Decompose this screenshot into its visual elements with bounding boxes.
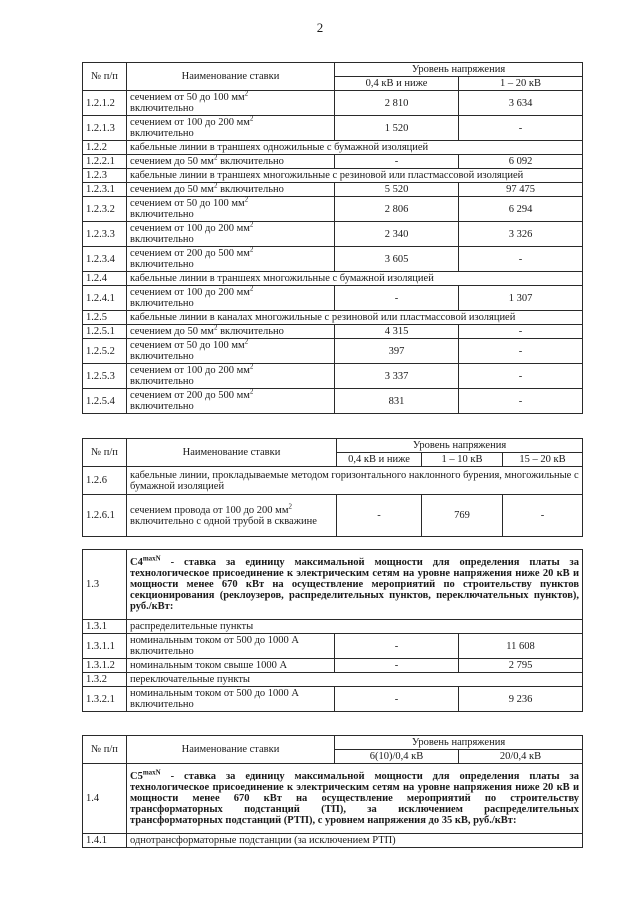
table-row: [83, 286, 583, 311]
row-name: [127, 286, 335, 311]
row-number: 1.2.2.1: [83, 155, 127, 169]
row-name-part: сечением от 200 до 500 мм: [130, 390, 250, 401]
rate-symbol: C4: [130, 557, 143, 568]
row-name-part: включительно: [130, 234, 194, 245]
value-cell: -: [459, 325, 583, 339]
row-name: [127, 91, 335, 116]
header-level: Уровень напряжения: [335, 736, 583, 750]
row-number: 1.3.2: [83, 673, 127, 687]
row-name-part: сечением до 50 мм: [130, 156, 214, 167]
value-cell: 2 810: [335, 91, 459, 116]
row-number: 1.3: [83, 550, 127, 620]
row-name: [127, 222, 335, 247]
row-name: [127, 364, 335, 389]
table-row: [83, 325, 583, 339]
row-name: кабельные линии в траншеях многожильные с бумажной изоляцией: [127, 272, 583, 286]
row-name: номинальным током от 500 до 1000 А включительно: [127, 687, 335, 712]
value-cell: 4 315: [335, 325, 459, 339]
row-name-part: сечением от 100 до 200 мм: [130, 365, 250, 376]
header-sub-2: 20/0,4 кВ: [459, 750, 583, 764]
table-row: [83, 155, 583, 169]
rates-table-3: [82, 549, 583, 712]
row-name-part: включительно: [130, 209, 194, 220]
value-cell: 2 806: [335, 197, 459, 222]
row-name: [127, 339, 335, 364]
value-cell: 5 520: [335, 183, 459, 197]
row-name: номинальным током от 500 до 1000 А включительно: [127, 634, 335, 659]
superscript: 2: [288, 502, 292, 510]
table-row: [83, 687, 583, 712]
superscript: 2: [249, 114, 254, 123]
row-number: 1.2.6: [83, 467, 127, 495]
superscript: 2: [249, 284, 254, 293]
row-number: 1.2.4.1: [83, 286, 127, 311]
value-cell: -: [335, 659, 459, 673]
row-number: 1.2.3.4: [83, 247, 127, 272]
row-number: 1.3.1: [83, 620, 127, 634]
table-row: [83, 389, 583, 414]
value-cell: 1 307: [459, 286, 583, 311]
table-row: [83, 634, 583, 659]
value-cell: -: [459, 247, 583, 272]
superscript: maxN: [142, 554, 161, 563]
value-cell: 3 337: [335, 364, 459, 389]
value-cell: 831: [335, 389, 459, 414]
value-cell: 769: [422, 495, 503, 537]
row-number: 1.2.5.2: [83, 339, 127, 364]
header-sub-1: 0,4 кВ и ниже: [335, 77, 459, 91]
table-row: [83, 620, 583, 634]
row-name-part: включительно: [130, 401, 194, 412]
rates-table-1: [82, 62, 583, 414]
table3-body: [83, 620, 583, 712]
header-num: № п/п: [83, 736, 127, 764]
row-number: 1.2.3.2: [83, 197, 127, 222]
row-name-part: включительно: [130, 298, 194, 309]
value-cell: 3 605: [335, 247, 459, 272]
rate-c5-title: [127, 764, 583, 834]
row-name: кабельные линии в каналах многожильные с резиновой или пластмассовой изоляцией: [127, 311, 583, 325]
value-cell: 3 326: [459, 222, 583, 247]
header-name: Наименование ставки: [127, 439, 337, 467]
header-level: Уровень напряжения: [335, 63, 583, 77]
table-row: [83, 311, 583, 325]
row-name-part: сечением от 100 до 200 мм: [130, 117, 250, 128]
superscript: 2: [244, 195, 249, 204]
row-name-part: сечением провода от 100 до 200 мм: [130, 504, 289, 516]
table-row: [83, 183, 583, 197]
row-number: 1.4: [83, 764, 127, 834]
row-name-part: сечением до 50 мм: [130, 184, 214, 195]
superscript: 2: [244, 89, 249, 98]
rates-table-4: [82, 735, 583, 848]
row-name: кабельные линии в траншеях одножильные с бумажной изоляцией: [127, 141, 583, 155]
table-row: [83, 364, 583, 389]
row-name-part: сечением от 50 до 100 мм: [130, 92, 245, 103]
row-name: [127, 116, 335, 141]
header-level: Уровень напряжения: [337, 439, 583, 453]
row-number: 1.3.1.2: [83, 659, 127, 673]
row-name: [127, 155, 335, 169]
rate-description: - ставка за единицу максимальной мощности для определения платы за технологическое присоединение к электрическим сетям на уровне напряжения ниже 20 кВ и мощности менее 670 кВт на осуществление мероприятий по строительству трансформаторных подстанций (ТП), за исключением распределительных трансформаторных подстанций (РТП), с уровнем напряжения до 35 кВ, руб./кВт:: [130, 771, 580, 826]
page-number: 2: [316, 20, 324, 35]
row-name-part: сечением от 100 до 200 мм: [130, 223, 250, 234]
value-cell: 1 520: [335, 116, 459, 141]
row-number: 1.2.5.1: [83, 325, 127, 339]
row-name-part: сечением от 100 до 200 мм: [130, 287, 250, 298]
row-name: распределительные пункты: [127, 620, 583, 634]
row-name: однотрансформаторные подстанции (за исключением РТП): [127, 834, 583, 848]
value-cell: -: [459, 389, 583, 414]
row-number: 1.2.3.1: [83, 183, 127, 197]
value-cell: -: [503, 495, 583, 537]
row-number: 1.2.3.3: [83, 222, 127, 247]
row-number: 1.2.3: [83, 169, 127, 183]
row-name-part: включительно: [217, 156, 284, 167]
table-row: [83, 197, 583, 222]
row-name: кабельные линии, прокладываемые методом горизонтального наклонного бурения, многожильные с бумажной изоляцией: [127, 467, 583, 495]
table1-body: [83, 91, 583, 414]
value-cell: 11 608: [459, 634, 583, 659]
row-name: переключательные пункты: [127, 673, 583, 687]
rate-symbol: C5: [130, 771, 143, 782]
table-row: [83, 141, 583, 155]
row-name-part: включительно: [130, 376, 194, 387]
value-cell: 2 795: [459, 659, 583, 673]
superscript: 2: [249, 387, 254, 396]
row-name: кабельные линии в траншеях многожильные с резиновой или пластмассовой изоляцией: [127, 169, 583, 183]
header-sub-3: 15 – 20 кВ: [503, 453, 583, 467]
row-name-part: включительно: [130, 259, 194, 270]
row-number: 1.2.5: [83, 311, 127, 325]
table-row: [83, 272, 583, 286]
value-cell: 6 092: [459, 155, 583, 169]
row-name-part: включительно: [217, 184, 284, 195]
value-cell: 9 236: [459, 687, 583, 712]
table-row: [83, 339, 583, 364]
value-cell: -: [335, 286, 459, 311]
superscript: 2: [213, 323, 218, 332]
row-name-part: включительно с одной трубой в скважине: [130, 515, 317, 527]
row-name: [127, 389, 335, 414]
superscript: 2: [249, 220, 254, 229]
value-cell: 3 634: [459, 91, 583, 116]
header-num: № п/п: [83, 439, 127, 467]
row-number: 1.2.5.4: [83, 389, 127, 414]
value-cell: -: [337, 495, 422, 537]
value-cell: -: [335, 687, 459, 712]
header-name: Наименование ставки: [127, 736, 335, 764]
row-name: [127, 183, 335, 197]
rate-c4-title: [127, 550, 583, 620]
value-cell: -: [459, 339, 583, 364]
table-row: [83, 247, 583, 272]
row-name-part: сечением от 50 до 100 мм: [130, 198, 245, 209]
row-name: номинальным током свыше 1000 А: [127, 659, 335, 673]
table-row: [83, 222, 583, 247]
value-cell: -: [459, 116, 583, 141]
row-name: [127, 325, 335, 339]
row-name-part: включительно: [130, 103, 194, 114]
header-sub-2: 1 – 20 кВ: [459, 77, 583, 91]
row-name-part: сечением до 50 мм: [130, 326, 214, 337]
row-name: [127, 247, 335, 272]
row-name-part: сечением от 200 до 500 мм: [130, 248, 250, 259]
header-sub-1: 6(10)/0,4 кВ: [335, 750, 459, 764]
value-cell: -: [335, 155, 459, 169]
row-name: [127, 495, 337, 537]
row-number: 1.2.1.3: [83, 116, 127, 141]
table-row: [83, 659, 583, 673]
row-number: 1.2.5.3: [83, 364, 127, 389]
header-sub-2: 1 – 10 кВ: [422, 453, 503, 467]
row-name: [127, 197, 335, 222]
row-name-part: сечением от 50 до 100 мм: [130, 340, 245, 351]
row-number: 1.2.4: [83, 272, 127, 286]
row-name-part: включительно: [130, 128, 194, 139]
table-row: [83, 169, 583, 183]
table-row: [83, 91, 583, 116]
row-number: 1.4.1: [83, 834, 127, 848]
row-number: 1.2.2: [83, 141, 127, 155]
header-num: № п/п: [83, 63, 127, 91]
superscript: 2: [244, 337, 249, 346]
table-row: [83, 116, 583, 141]
row-number: 1.2.6.1: [83, 495, 127, 537]
value-cell: 97 475: [459, 183, 583, 197]
header-sub-1: 0,4 кВ и ниже: [337, 453, 422, 467]
value-cell: 6 294: [459, 197, 583, 222]
superscript: maxN: [142, 768, 161, 777]
superscript: 2: [249, 362, 254, 371]
superscript: 2: [249, 245, 254, 254]
row-number: 1.3.1.1: [83, 634, 127, 659]
row-number: 1.3.2.1: [83, 687, 127, 712]
row-name-part: включительно: [217, 326, 284, 337]
value-cell: -: [335, 634, 459, 659]
value-cell: 2 340: [335, 222, 459, 247]
header-name: Наименование ставки: [127, 63, 335, 91]
rates-table-2: [82, 438, 583, 537]
superscript: 2: [213, 181, 218, 190]
row-name-part: включительно: [130, 351, 194, 362]
rate-description: - ставка за единицу максимальной мощности для определения платы за технологическое присоединение к электрическим сетям на уровне напряжения ниже 20 кВ и мощности менее 670 кВт на осуществление мероприятий по строительству пунктов секционирования (реклоузеров, распределительных пунктов, переключательных пунктов), руб./кВт:: [130, 557, 580, 612]
value-cell: -: [459, 364, 583, 389]
table-row: [83, 673, 583, 687]
value-cell: 397: [335, 339, 459, 364]
row-number: 1.2.1.2: [83, 91, 127, 116]
superscript: 2: [213, 153, 218, 162]
